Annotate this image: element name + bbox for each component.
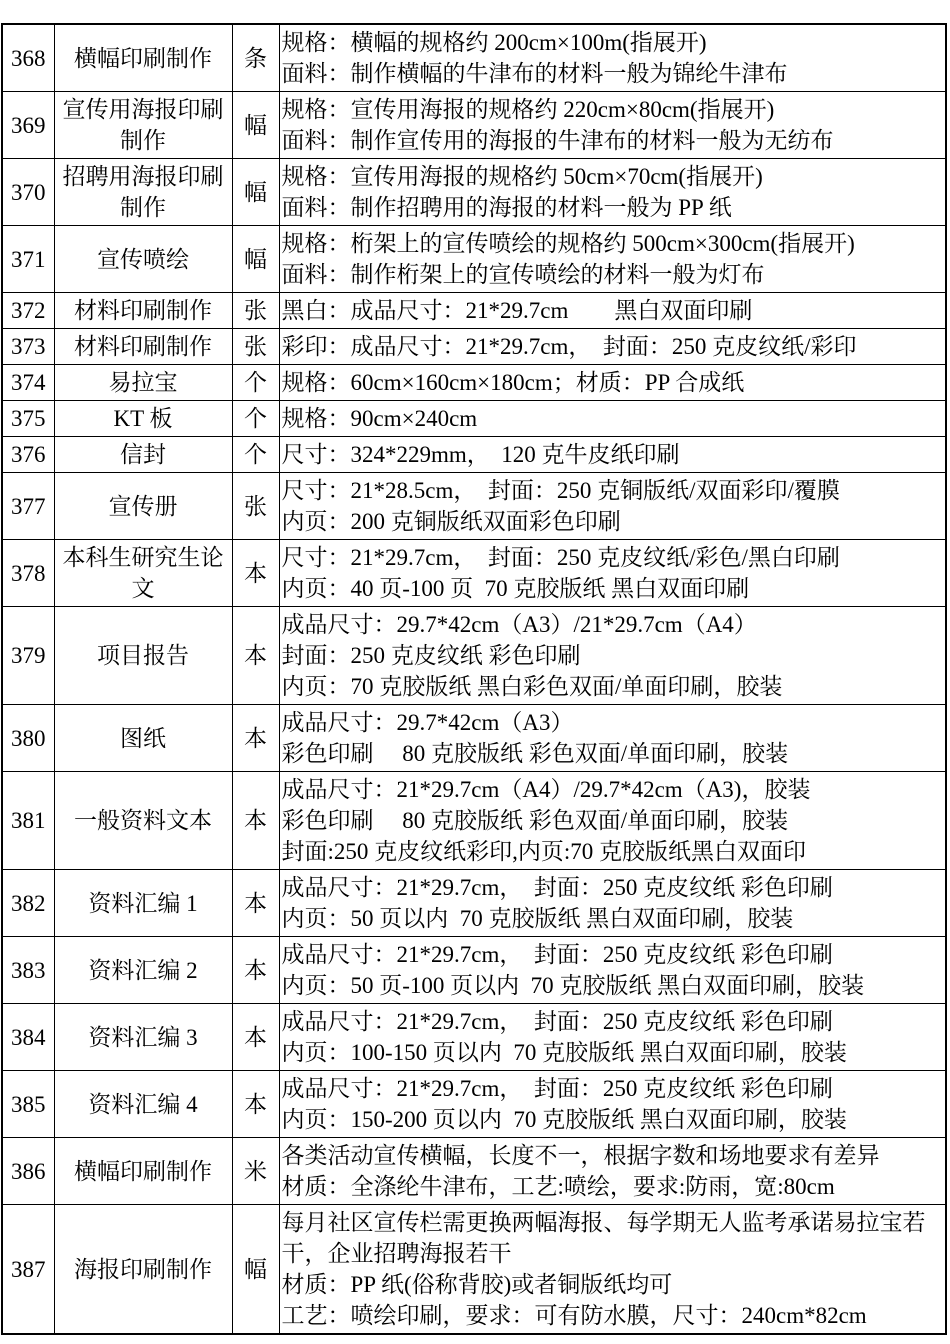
spec-line: 内页：40 页-100 页 70 克胶版纸 黑白双面印刷 bbox=[281, 576, 750, 601]
item-name-cell: 信封 bbox=[54, 437, 232, 473]
unit-cell: 米 bbox=[232, 1138, 279, 1205]
spec-line: 规格：宣传用海报的规格约 220cm×80cm(指展开) bbox=[281, 97, 775, 122]
row-number-cell: 370 bbox=[2, 159, 54, 226]
spec-table-body bbox=[2, 24, 946, 1334]
description-cell bbox=[279, 401, 946, 437]
unit-cell: 个 bbox=[232, 437, 279, 473]
row-number-cell: 379 bbox=[2, 607, 54, 705]
spec-table-row bbox=[2, 365, 946, 401]
spec-line: 内页：150-200 页以内 70 克胶版纸 黑白双面印刷，胶装 bbox=[281, 1107, 847, 1132]
row-number-cell: 377 bbox=[2, 473, 54, 540]
spec-line: 规格：90cm×240cm bbox=[281, 406, 478, 431]
description-cell bbox=[279, 705, 946, 772]
description-cell bbox=[279, 1004, 946, 1071]
item-name-cell: 项目报告 bbox=[54, 607, 232, 705]
spec-table-row bbox=[2, 329, 946, 365]
spec-line: 内页：70 克胶版纸 黑白彩色双面/单面印刷，胶装 bbox=[281, 674, 783, 699]
unit-cell: 幅 bbox=[232, 226, 279, 293]
row-number-cell: 372 bbox=[2, 293, 54, 329]
item-name-cell: KT 板 bbox=[54, 401, 232, 437]
spec-line: 成品尺寸：21*29.7cm， 封面：250 克皮纹纸 彩色印刷 bbox=[281, 1076, 833, 1101]
spec-line: 每月社区宣传栏需更换两幅海报、每学期无人监考承诺易拉宝若干，企业招聘海报若干 bbox=[281, 1210, 926, 1266]
row-number-cell: 383 bbox=[2, 937, 54, 1004]
unit-cell: 张 bbox=[232, 329, 279, 365]
unit-cell: 幅 bbox=[232, 1205, 279, 1335]
unit-cell: 本 bbox=[232, 607, 279, 705]
spec-line: 面料：制作桁架上的宣传喷绘的材料一般为灯布 bbox=[281, 262, 765, 287]
row-number-cell: 386 bbox=[2, 1138, 54, 1205]
unit-cell: 张 bbox=[232, 473, 279, 540]
spec-line: 内页：100-150 页以内 70 克胶版纸 黑白双面印刷，胶装 bbox=[281, 1040, 847, 1065]
row-number-cell: 371 bbox=[2, 226, 54, 293]
spec-line: 彩色印刷 80 克胶版纸 彩色双面/单面印刷，胶装 bbox=[281, 741, 789, 766]
unit-cell: 张 bbox=[232, 293, 279, 329]
row-number-cell: 373 bbox=[2, 329, 54, 365]
unit-cell: 幅 bbox=[232, 92, 279, 159]
spec-line: 材质：PP 纸(俗称背胶)或者铜版纸均可 bbox=[281, 1272, 673, 1297]
spec-table-row bbox=[2, 24, 946, 92]
description-cell bbox=[279, 540, 946, 607]
spec-table-row bbox=[2, 293, 946, 329]
spec-line: 面料：制作招聘用的海报的材料一般为 PP 纸 bbox=[281, 195, 732, 220]
unit-cell: 条 bbox=[232, 24, 279, 92]
unit-cell: 本 bbox=[232, 705, 279, 772]
spec-line: 规格：桁架上的宣传喷绘的规格约 500cm×300cm(指展开) bbox=[281, 231, 855, 256]
spec-line: 内页：50 页-100 页以内 70 克胶版纸 黑白双面印刷，胶装 bbox=[281, 973, 865, 998]
description-cell bbox=[279, 329, 946, 365]
description-cell bbox=[279, 365, 946, 401]
row-number-cell: 378 bbox=[2, 540, 54, 607]
item-name-cell: 横幅印刷制作 bbox=[54, 1138, 232, 1205]
spec-line: 内页：50 页以内 70 克胶版纸 黑白双面印刷，胶装 bbox=[281, 906, 794, 931]
description-cell bbox=[279, 1205, 946, 1335]
spec-table-row bbox=[2, 540, 946, 607]
item-name-cell: 招聘用海报印刷制作 bbox=[54, 159, 232, 226]
spec-line: 规格：宣传用海报的规格约 50cm×70cm(指展开) bbox=[281, 164, 763, 189]
spec-table-row bbox=[2, 473, 946, 540]
row-number-cell: 369 bbox=[2, 92, 54, 159]
description-cell bbox=[279, 870, 946, 937]
description-cell bbox=[279, 92, 946, 159]
unit-cell: 本 bbox=[232, 540, 279, 607]
spec-table-row bbox=[2, 401, 946, 437]
description-cell bbox=[279, 159, 946, 226]
spec-table-row bbox=[2, 870, 946, 937]
spec-line: 规格：横幅的规格约 200cm×100m(指展开) bbox=[281, 30, 707, 55]
item-name-cell: 材料印刷制作 bbox=[54, 329, 232, 365]
spec-line: 材质：全涤纶牛津布，工艺:喷绘，要求:防雨，宽:80cm bbox=[281, 1174, 835, 1199]
spec-line: 面料：制作横幅的牛津布的材料一般为锦纶牛津布 bbox=[281, 61, 788, 86]
spec-table-row bbox=[2, 1004, 946, 1071]
spec-line: 尺寸：21*28.5cm， 封面：250 克铜版纸/双面彩印/覆膜 bbox=[281, 478, 840, 503]
description-cell bbox=[279, 1138, 946, 1205]
description-cell bbox=[279, 607, 946, 705]
description-cell bbox=[279, 937, 946, 1004]
item-name-cell: 材料印刷制作 bbox=[54, 293, 232, 329]
row-number-cell: 376 bbox=[2, 437, 54, 473]
spec-line: 面料：制作宣传用的海报的牛津布的材料一般为无纺布 bbox=[281, 128, 834, 153]
row-number-cell: 380 bbox=[2, 705, 54, 772]
unit-cell: 本 bbox=[232, 772, 279, 870]
spec-line: 工艺：喷绘印刷，要求：可有防水膜，尺寸：240cm*82cm bbox=[281, 1303, 867, 1328]
spec-table-row bbox=[2, 1205, 946, 1335]
spec-line: 内页：200 克铜版纸双面彩色印刷 bbox=[281, 509, 621, 534]
item-name-cell: 资料汇编 3 bbox=[54, 1004, 232, 1071]
spec-line: 成品尺寸：21*29.7cm， 封面：250 克皮纹纸 彩色印刷 bbox=[281, 875, 833, 900]
item-name-cell: 一般资料文本 bbox=[54, 772, 232, 870]
description-cell bbox=[279, 772, 946, 870]
unit-cell: 个 bbox=[232, 401, 279, 437]
description-cell bbox=[279, 24, 946, 92]
description-cell bbox=[279, 437, 946, 473]
spec-table-row bbox=[2, 437, 946, 473]
item-name-cell: 图纸 bbox=[54, 705, 232, 772]
spec-line: 封面：250 克皮纹纸 彩色印刷 bbox=[281, 643, 581, 668]
spec-table-row bbox=[2, 1071, 946, 1138]
spec-line: 成品尺寸：29.7*42cm（A3）/21*29.7cm（A4） bbox=[281, 612, 757, 637]
item-name-cell: 本科生研究生论文 bbox=[54, 540, 232, 607]
description-cell bbox=[279, 226, 946, 293]
unit-cell: 幅 bbox=[232, 159, 279, 226]
spec-line: 成品尺寸：29.7*42cm（A3） bbox=[281, 710, 574, 735]
spec-line: 成品尺寸：21*29.7cm（A4）/29.7*42cm（A3)，胶装 bbox=[281, 777, 811, 802]
spec-line: 黑白：成品尺寸：21*29.7cm 黑白双面印刷 bbox=[281, 298, 753, 323]
spec-line: 规格：60cm×160cm×180cm；材质：PP 合成纸 bbox=[281, 370, 745, 395]
description-cell bbox=[279, 473, 946, 540]
description-cell bbox=[279, 1071, 946, 1138]
spec-line: 尺寸：21*29.7cm， 封面：250 克皮纹纸/彩色/黑白印刷 bbox=[281, 545, 840, 570]
spec-line: 成品尺寸：21*29.7cm， 封面：250 克皮纹纸 彩色印刷 bbox=[281, 942, 833, 967]
item-name-cell: 宣传册 bbox=[54, 473, 232, 540]
unit-cell: 个 bbox=[232, 365, 279, 401]
spec-line: 各类活动宣传横幅，长度不一，根据字数和场地要求有差异 bbox=[281, 1143, 880, 1168]
spec-line: 彩色印刷 80 克胶版纸 彩色双面/单面印刷，胶装 bbox=[281, 808, 789, 833]
row-number-cell: 374 bbox=[2, 365, 54, 401]
item-name-cell: 横幅印刷制作 bbox=[54, 24, 232, 92]
unit-cell: 本 bbox=[232, 870, 279, 937]
spec-table-row bbox=[2, 159, 946, 226]
item-name-cell: 资料汇编 2 bbox=[54, 937, 232, 1004]
row-number-cell: 368 bbox=[2, 24, 54, 92]
spec-line: 彩印：成品尺寸：21*29.7cm， 封面：250 克皮纹纸/彩印 bbox=[281, 334, 857, 359]
spec-table-row bbox=[2, 937, 946, 1004]
row-number-cell: 385 bbox=[2, 1071, 54, 1138]
item-name-cell: 易拉宝 bbox=[54, 365, 232, 401]
spec-table-row bbox=[2, 1138, 946, 1205]
row-number-cell: 382 bbox=[2, 870, 54, 937]
item-name-cell: 海报印刷制作 bbox=[54, 1205, 232, 1335]
row-number-cell: 387 bbox=[2, 1205, 54, 1335]
item-name-cell: 宣传喷绘 bbox=[54, 226, 232, 293]
unit-cell: 本 bbox=[232, 1071, 279, 1138]
spec-table-row bbox=[2, 772, 946, 870]
spec-table-row bbox=[2, 607, 946, 705]
spec-line: 封面:250 克皮纹纸彩印,内页:70 克胶版纸黑白双面印 bbox=[281, 839, 807, 864]
row-number-cell: 384 bbox=[2, 1004, 54, 1071]
spec-line: 成品尺寸：21*29.7cm， 封面：250 克皮纹纸 彩色印刷 bbox=[281, 1009, 833, 1034]
item-name-cell: 资料汇编 1 bbox=[54, 870, 232, 937]
spec-table-row bbox=[2, 92, 946, 159]
row-number-cell: 375 bbox=[2, 401, 54, 437]
unit-cell: 本 bbox=[232, 1004, 279, 1071]
unit-cell: 本 bbox=[232, 937, 279, 1004]
row-number-cell: 381 bbox=[2, 772, 54, 870]
item-name-cell: 宣传用海报印刷制作 bbox=[54, 92, 232, 159]
spec-line: 尺寸：324*229mm， 120 克牛皮纸印刷 bbox=[281, 442, 680, 467]
description-cell bbox=[279, 293, 946, 329]
spec-table-row bbox=[2, 705, 946, 772]
spec-table-row bbox=[2, 226, 946, 293]
item-name-cell: 资料汇编 4 bbox=[54, 1071, 232, 1138]
print-spec-table bbox=[1, 23, 947, 1335]
